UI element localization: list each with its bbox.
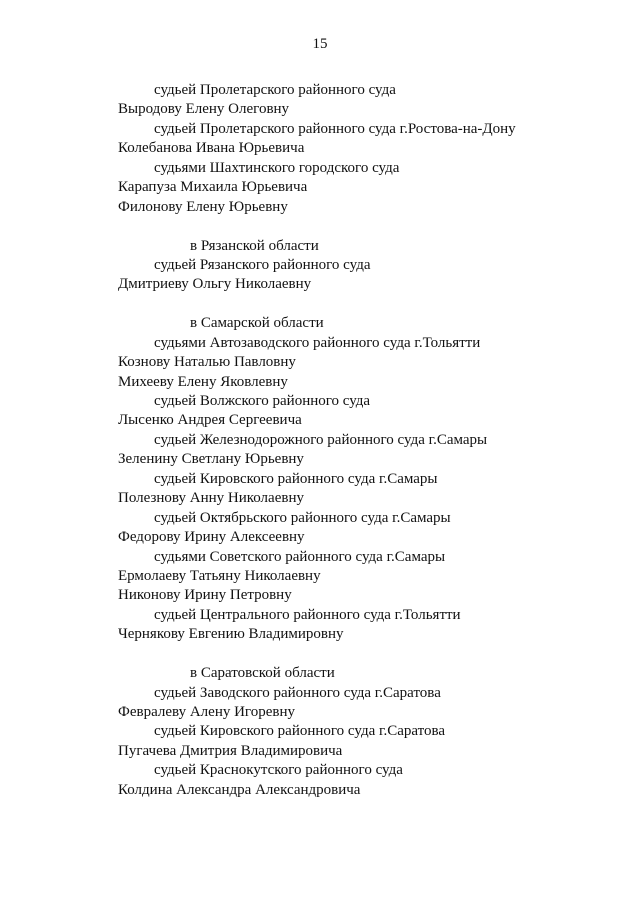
court-line: судьей Кировского районного суда г.Саратова [154, 723, 446, 740]
court-line: судьей Краснокутского районного суда [154, 762, 403, 779]
person-name-line: Чернякову Евгению Владимировну [118, 626, 344, 643]
person-name-line: Дмитриеву Ольгу Николаевну [118, 276, 312, 293]
court-line: судьей Железнодорожного районного суда г.Самары [154, 431, 488, 448]
region-heading: в Рязанской области [190, 237, 319, 254]
person-name-line: Зеленину Светлану Юрьевну [118, 451, 304, 468]
appointment-list [118, 81, 618, 800]
person-name-line: Выродову Елену Олеговну [118, 101, 290, 118]
person-name-line: Полезнову Анну Николаевну [118, 490, 304, 507]
region-heading: в Самарской области [190, 315, 324, 332]
person-name-line: Пугачева Дмитрия Владимировича [118, 742, 343, 759]
court-line: судьей Волжского районного суда [154, 393, 371, 409]
person-name-line: Никонову Ирину Петровну [118, 587, 292, 604]
court-line: судьей Центрального районного суда г.Тольятти [154, 606, 461, 623]
person-name-line: Февралеву Алену Игоревну [118, 704, 295, 720]
person-name-line: Ермолаеву Татьяну Николаевну [118, 567, 321, 584]
court-line: судьей Октябрьского районного суда г.Самары [154, 509, 451, 526]
person-name-line: Колебанова Ивана Юрьевича [118, 140, 305, 157]
court-line: судьями Автозаводского районного суда г.Тольятти [154, 334, 481, 351]
person-name-line: Карапуза Михаила Юрьевича [118, 179, 308, 196]
court-line: судьей Кировского районного суда г.Самары [154, 470, 438, 487]
blank-line [118, 217, 618, 236]
person-name-line: Кознову Наталью Павловну [118, 354, 296, 371]
person-name-line: Колдина Александра Александровича [118, 781, 361, 798]
page-number: 15 [312, 36, 328, 52]
court-line: судьями Шахтинского городского суда [154, 159, 400, 176]
person-name-line: Федорову Ирину Алексеевну [118, 529, 305, 546]
person-name-line: Филонову Елену Юрьевну [118, 198, 288, 215]
person-name-line: Лысенко Андрея Сергеевича [118, 412, 302, 429]
person-name-line: Михееву Елену Яковлевну [118, 373, 288, 390]
court-line: судьей Пролетарского районного суда [154, 82, 396, 98]
court-line: судьей Заводского районного суда г.Саратова [154, 684, 441, 701]
court-line: судьями Советского районного суда г.Самары [154, 548, 446, 565]
blank-line [118, 295, 618, 314]
court-line: судьей Рязанского районного суда [154, 256, 371, 273]
blank-line [118, 645, 618, 664]
court-line: судьей Пролетарского районного суда г.Ростова-на-Дону [154, 120, 516, 137]
region-heading: в Саратовской области [190, 665, 335, 682]
